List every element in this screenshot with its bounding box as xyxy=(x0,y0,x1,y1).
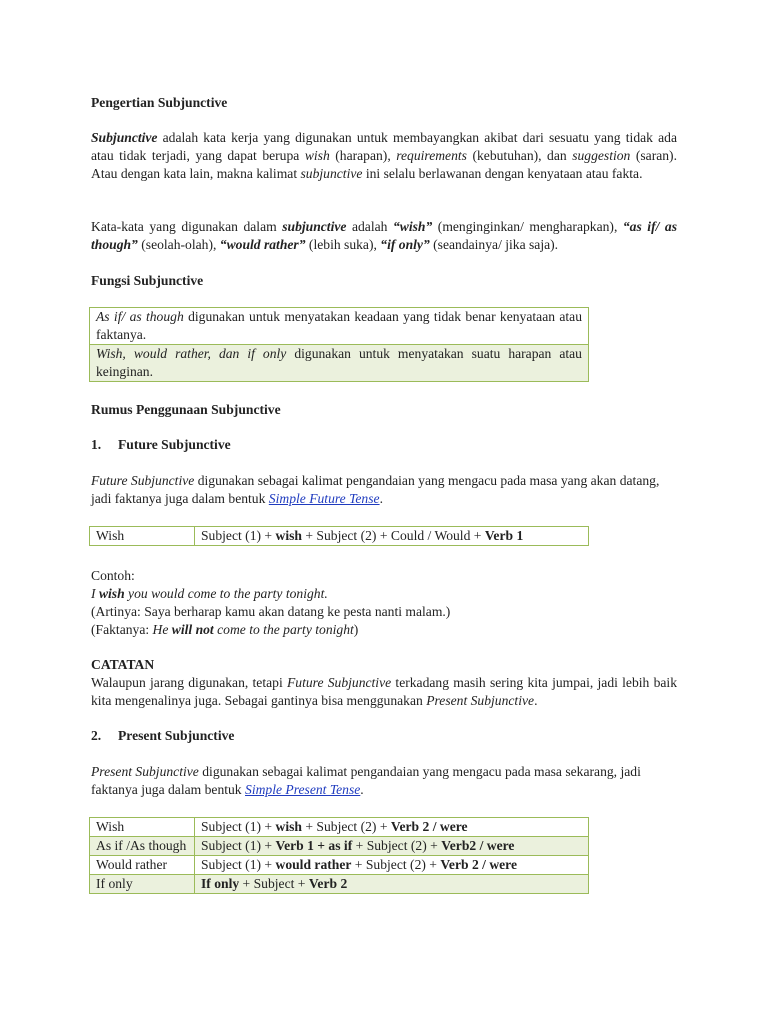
formula-label: Would rather xyxy=(90,856,195,875)
heading-present-subjunctive xyxy=(91,727,677,745)
text: As if/ as though xyxy=(96,309,184,324)
example-block xyxy=(91,567,677,639)
text: Walaupun jarang digunakan, tetapi xyxy=(91,675,287,690)
text: ini selalu berlawanan dengan kenyataan atau fakta. xyxy=(362,166,643,181)
catatan-title: CATATAN xyxy=(91,657,155,672)
text: come to the party tonight xyxy=(213,622,354,637)
present-description xyxy=(91,763,677,799)
text: Subject (1) + xyxy=(201,857,276,872)
text: . xyxy=(379,491,383,506)
table-cell xyxy=(90,345,589,382)
term-subjunctive: subjunctive xyxy=(300,166,363,181)
text: Future Subjunctive xyxy=(286,675,392,690)
text: Verb 2 xyxy=(308,876,348,891)
text: Subject (1) + xyxy=(201,819,276,834)
example-fact xyxy=(91,621,677,639)
text: Wish, would rather, dan if only xyxy=(96,346,287,361)
term-wish: wish xyxy=(304,148,330,163)
text: Subject (1) + xyxy=(201,528,276,543)
paragraph-definition xyxy=(91,129,677,183)
text: digunakan sebagai kalimat pengandaian yang mengacu pada masa sekarang, jadi faktanya juga dalam bentuk xyxy=(91,764,641,797)
future-formula-table xyxy=(89,526,589,546)
text: + Subject + xyxy=(239,876,309,891)
table-row xyxy=(90,308,589,345)
term-suggestion: suggestion xyxy=(572,148,631,163)
text: ) xyxy=(353,622,359,637)
text: (lebih suka), xyxy=(305,237,381,252)
simple-future-tense-link[interactable]: Simple Future Tense xyxy=(268,491,380,506)
text: will not xyxy=(171,622,214,637)
text: (harapan), xyxy=(329,148,397,163)
text: terkadang masih sering kita jumpai, jadi lebih baik kita mengenalinya juga. Sebagai gantinya bisa menggunakan xyxy=(91,675,677,708)
text: would rather xyxy=(275,857,352,872)
text: + Subject (2) + xyxy=(301,819,391,834)
formula-label: Wish xyxy=(90,818,195,837)
text: wish xyxy=(98,586,125,601)
text: adalah xyxy=(346,219,393,234)
example-sentence xyxy=(91,585,677,603)
text: you would come to the party tonight. xyxy=(124,586,328,601)
text: (seolah-olah), xyxy=(137,237,220,252)
term-subjunctive: subjunctive xyxy=(282,219,347,234)
term-if-only: “if only” xyxy=(380,237,430,252)
text: Present Subjunctive xyxy=(118,728,235,743)
text: (seandainya/ jika saja). xyxy=(429,237,559,252)
section-title-rumus: Rumus Penggunaan Subjunctive xyxy=(91,402,281,417)
catatan-text xyxy=(91,674,677,710)
paragraph-keywords xyxy=(91,218,677,254)
text: (saran). Atau dengan kata lain, makna kalimat xyxy=(91,148,677,181)
text: He xyxy=(152,622,172,637)
section-title-pengertian: Pengertian Subjunctive xyxy=(91,95,228,110)
table-row xyxy=(90,818,589,837)
formula-label: Wish xyxy=(90,527,195,546)
table-row xyxy=(90,527,589,546)
table-cell xyxy=(90,308,589,345)
text: . xyxy=(360,782,364,797)
formula-cell xyxy=(195,837,589,856)
term-as-if: “as if/ as though” xyxy=(91,219,677,252)
formula-cell xyxy=(195,818,589,837)
heading-future-subjunctive xyxy=(91,436,677,454)
text: Verb2 / were xyxy=(441,838,515,853)
text: Future Subjunctive xyxy=(118,437,231,452)
text: Verb 1 + as if xyxy=(275,838,353,853)
list-number: 2. xyxy=(91,728,102,743)
formula-label: If only xyxy=(90,875,195,894)
table-row xyxy=(90,345,589,382)
text: Verb 2 / were xyxy=(440,857,517,872)
text: Verb 1 xyxy=(484,528,524,543)
future-description xyxy=(91,472,677,508)
text: If only xyxy=(201,876,240,891)
text: digunakan untuk menyatakan keadaan yang tidak benar kenyataan atau faktanya. xyxy=(96,309,582,342)
text: Present Subjunctive xyxy=(426,693,535,708)
text: . xyxy=(534,693,538,708)
text: + Subject (2) + Could / Would + xyxy=(301,528,485,543)
text: Future Subjunctive xyxy=(91,473,195,488)
list-number: 1. xyxy=(91,437,102,452)
text: + Subject (2) + xyxy=(351,857,441,872)
text: adalah kata kerja yang digunakan untuk membayangkan akibat dari sesuatu yang tidak ada atau tidak terjadi, yang dapat berupa xyxy=(91,130,677,163)
example-translation: (Artinya: Saya berharap kamu akan datang ke pesta nanti malam.) xyxy=(91,604,451,619)
text: Present Subjunctive xyxy=(91,764,199,779)
text: + Subject (2) + xyxy=(352,838,442,853)
section-title-fungsi: Fungsi Subjunctive xyxy=(91,273,204,288)
text: Kata-kata yang digunakan dalam xyxy=(91,219,283,234)
term-wish: “wish” xyxy=(392,219,433,234)
text: Verb 2 / were xyxy=(390,819,468,834)
formula-cell xyxy=(195,875,589,894)
term-would-rather: “would rather” xyxy=(219,237,306,252)
formula-label: As if /As though xyxy=(90,837,195,856)
example-label: Contoh: xyxy=(91,568,135,583)
term-subjunctive: Subjunctive xyxy=(91,130,158,145)
text: I xyxy=(91,586,99,601)
table-row xyxy=(90,875,589,894)
text: digunakan untuk menyatakan suatu harapan atau keinginan. xyxy=(96,346,582,379)
fungsi-table xyxy=(89,307,589,382)
text: Subject (1) + xyxy=(201,838,276,853)
text: (menginginkan/ mengharapkan), xyxy=(432,219,623,234)
table-row xyxy=(90,856,589,875)
formula-cell xyxy=(195,527,589,546)
text: wish xyxy=(275,819,302,834)
text: digunakan sebagai kalimat pengandaian yang mengacu pada masa yang akan datang, jadi faktanya juga dalam bentuk xyxy=(91,473,660,506)
term-requirements: requirements xyxy=(396,148,467,163)
formula-cell xyxy=(195,856,589,875)
text: (kebutuhan), dan xyxy=(466,148,573,163)
table-row xyxy=(90,837,589,856)
simple-present-tense-link[interactable]: Simple Present Tense xyxy=(245,782,361,797)
present-formula-table xyxy=(89,817,589,894)
text: wish xyxy=(275,528,302,543)
text: (Faktanya: xyxy=(91,622,153,637)
